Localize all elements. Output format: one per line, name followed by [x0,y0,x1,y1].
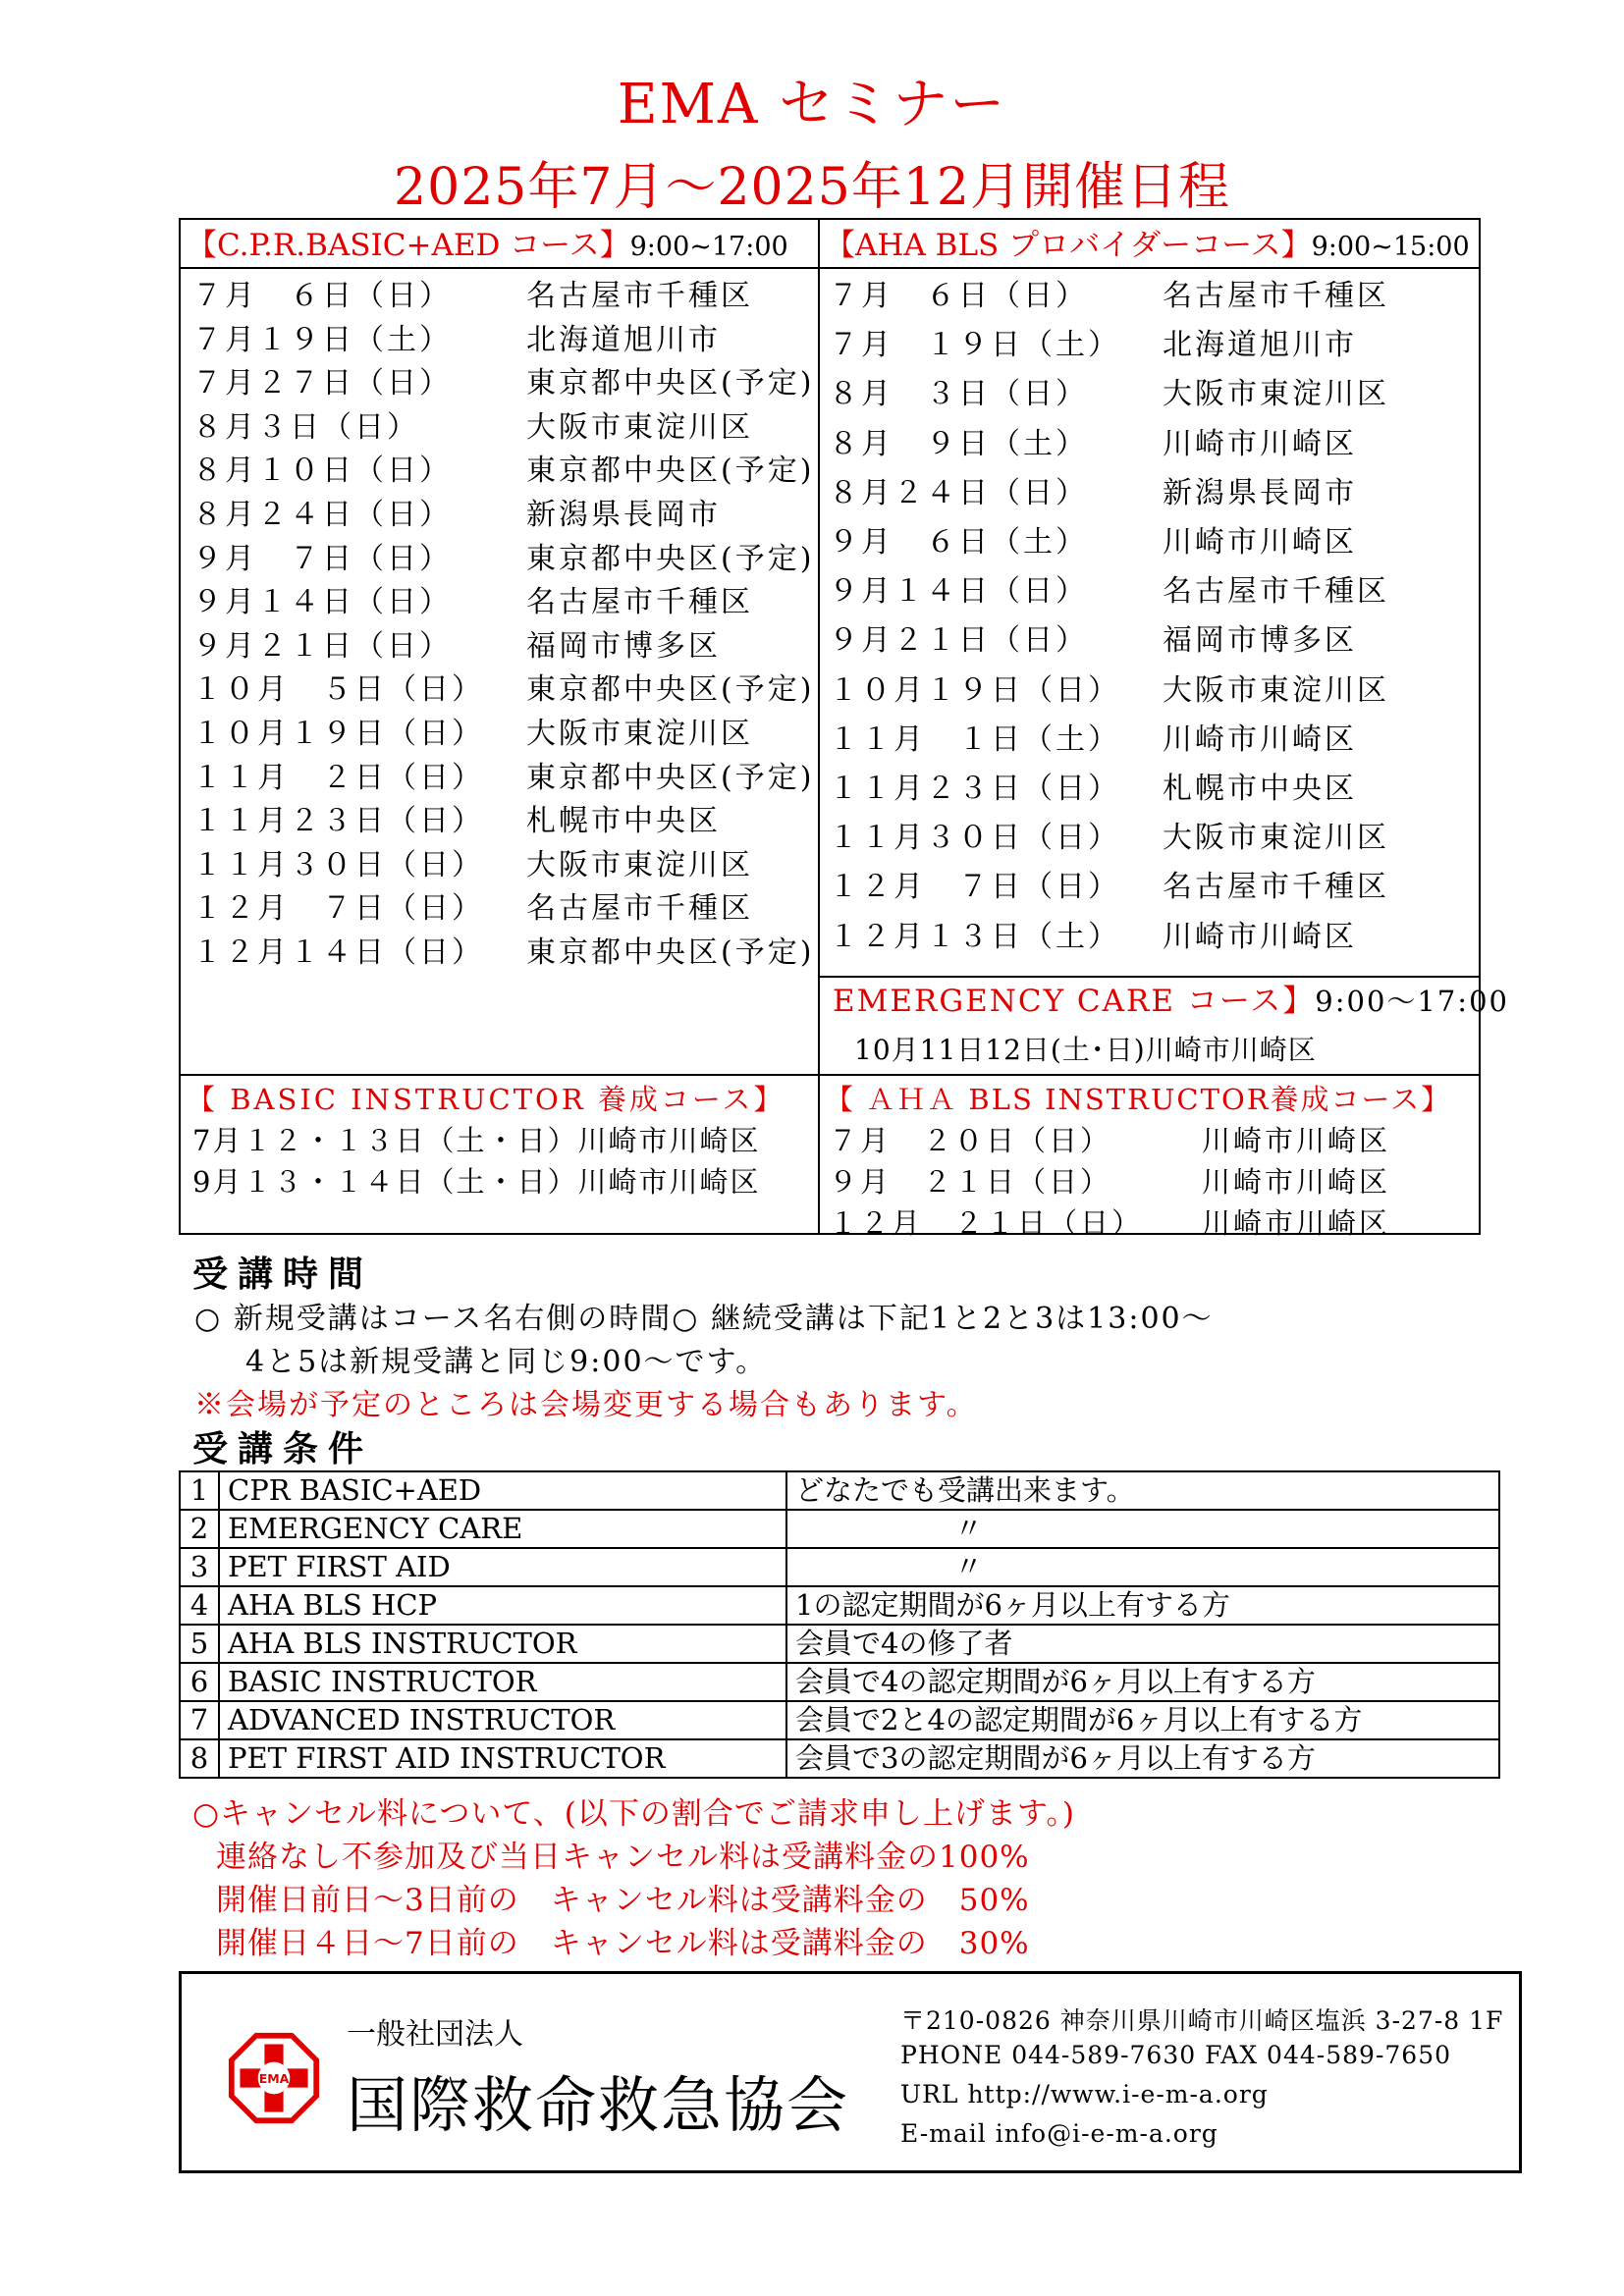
conditions-row [180,1471,1499,1510]
schedule-row [829,918,1357,957]
schedule-date: ７月１９日（土） [192,322,452,357]
emergency-schedule-row: 10月11日12日(土･日)川崎市川崎区 [854,1034,1317,1066]
course-name: AHA BLS HCP [219,1586,786,1625]
course-condition: 〃 [786,1510,1499,1548]
basic-instructor-heading: 【 BASIC INSTRUCTOR 養成コース】 [187,1083,785,1116]
schedule-date: １１月 ２日（日） [192,760,484,795]
schedule-date: ８月２４日（日） [829,475,1088,510]
schedule-row [829,523,1357,562]
basic-instructor-row: 9月１３・１４日（土・日）川崎市川崎区 [192,1165,761,1199]
schedule-place: 札幌市中央区 [526,804,721,839]
schedule-row [192,670,815,710]
course-condition: 会員で3の認定期間が6ヶ月以上有する方 [786,1739,1499,1778]
logo-text: EMA [258,2070,290,2086]
row-number: 7 [180,1701,219,1739]
schedule-date: ７月 １９日（土） [829,328,1120,363]
schedule-place: 川崎市川崎区 [1202,1124,1391,1157]
organization-footer [179,1971,1522,2173]
org-url[interactable]: URL http://www.i-e-m-a.org [900,2080,1269,2109]
schedule-date: ９月１４日（日） [192,585,452,620]
schedule-date: １１月２３日（日） [829,772,1120,806]
schedule-place: 福岡市博多区 [1163,623,1357,659]
row-number: 8 [180,1739,219,1778]
schedule-row [192,759,815,798]
schedule-row [829,375,1389,414]
schedule-date: １０月１９日（日） [829,672,1120,708]
schedule-row [192,321,721,360]
schedule-place: 東京都中央区(予定) [526,454,815,489]
emergency-course-heading [833,982,1509,1021]
conditions-row [180,1739,1499,1778]
schedule-date: ７月２７日（日） [192,366,452,401]
schedule-row [829,868,1389,907]
course-name: ADVANCED INSTRUCTOR [219,1701,786,1739]
conditions-row [180,1625,1499,1663]
jukou-jikan-heading: 受講時間 [192,1255,374,1295]
schedule-place: 札幌市中央区 [1163,772,1357,806]
schedule-date: ８月２４日（日） [192,498,452,532]
schedule-date: ７月 ２０日（日） [829,1124,1112,1157]
schedule-row [192,452,815,491]
schedule-date: １０月 ５日（日） [192,672,484,708]
schedule-place: 東京都中央区(予定) [526,760,815,795]
schedule-date: １１月３０日（日） [829,821,1120,856]
conditions-row [180,1586,1499,1625]
schedule-place: 大阪市東淀川区 [1163,377,1389,412]
org-phone: PHONE 044-589-7630 FAX 044-589-7650 [900,2041,1452,2069]
schedule-date: ９月 ７日（日） [192,541,452,576]
schedule-place: 川崎市川崎区 [1202,1165,1391,1199]
row-number: 4 [180,1586,219,1625]
page-subtitle: 2025年7月～2025年12月開催日程 [394,158,1230,217]
schedule-place: 名古屋市千種区 [1163,279,1389,313]
ema-logo-icon [227,2031,321,2125]
cancel-fee-line: 連絡なし不参加及び当日キャンセル料は受講料金の100% [216,1840,1030,1875]
schedule-row [829,621,1357,661]
schedule-place: 福岡市博多区 [526,628,721,664]
center-divider [818,220,820,1233]
instructor-divider [181,1074,1479,1076]
row-number: 5 [180,1625,219,1663]
jukou-jikan-line: 4と5は新規受講と同じ9:00～です。 [245,1345,768,1379]
schedule-row [829,277,1389,316]
course-condition: 〃 [786,1548,1499,1586]
cancel-fee-line: 開催日４日～7日前の キャンセル料は受講料金の 30% [216,1926,1030,1961]
schedule-place: 川崎市川崎区 [1163,919,1357,954]
schedule-place: 川崎市川崎区 [1163,525,1357,560]
course-name: AHA BLS INSTRUCTOR [219,1625,786,1663]
row-number: 6 [180,1663,219,1701]
conditions-row [180,1510,1499,1548]
schedule-place: 東京都中央区(予定) [526,672,815,708]
row-number: 3 [180,1548,219,1586]
course-name: EMERGENCY CARE [219,1510,786,1548]
cpr-heading-time: 9:00~17:00 [629,232,788,262]
schedule-date: １２月１４日（日） [192,935,484,970]
header-divider [181,267,1479,269]
schedule-row [192,802,721,841]
page-title: EMA セミナー [617,73,1007,136]
conditions-table [179,1470,1500,1779]
schedule-place: 大阪市東淀川区 [526,409,753,445]
course-name: PET FIRST AID INSTRUCTOR [219,1739,786,1778]
basic-instructor-row: 7月１２・１３日（土・日）川崎市川崎区 [192,1124,761,1157]
schedule-date: １１月 １日（土） [829,721,1120,757]
schedule-date: １１月３０日（日） [192,847,484,882]
bls-course-heading [825,226,1470,267]
schedule-date: ９月 ２１日（日） [829,1165,1112,1199]
schedule-row [192,889,753,929]
schedule-row [192,715,753,754]
schedule-row [829,425,1357,464]
schedule-place: 大阪市東淀川区 [1163,821,1389,856]
schedule-row [829,474,1357,513]
schedule-date: １１月２３日（日） [192,804,484,839]
schedule-place: 東京都中央区(予定) [526,541,815,576]
course-condition: どなたでも受講出来ます。 [786,1471,1499,1510]
schedule-place: 川崎市川崎区 [1163,426,1357,461]
schedule-date: １２月１３日（土） [829,919,1120,954]
schedule-place: 大阪市東淀川区 [526,717,753,751]
bls-instructor-heading: 【 ＡＨＡ BLS INSTRUCTOR養成コース】 [825,1083,1452,1116]
schedule-place: 川崎市川崎区 [1202,1206,1391,1240]
emergency-divider [819,976,1479,978]
schedule-row [192,846,753,885]
schedule-date: ８月３日（日） [192,409,419,445]
bls-heading-label: 【AHA BLS プロバイダーコース】 [825,228,1312,263]
course-condition: 会員で4の認定期間が6ヶ月以上有する方 [786,1663,1499,1701]
row-number: 1 [180,1471,219,1510]
schedule-row [192,364,815,403]
bls-instructor-row [829,1162,1391,1201]
schedule-row [192,408,753,448]
schedule-place: 新潟県長岡市 [526,498,721,532]
schedule-place: 東京都中央区(予定) [526,366,815,401]
schedule-row [829,819,1389,858]
schedule-place: 東京都中央区(予定) [526,935,815,970]
emergency-heading-time: 9:00～17:00 [1315,985,1509,1018]
row-number: 2 [180,1510,219,1548]
schedule-place: 新潟県長岡市 [1163,475,1357,510]
bls-heading-time: 9:00~15:00 [1311,232,1470,262]
schedule-place: 北海道旭川市 [526,322,721,357]
jukou-jikan-line: ○ 新規受講はコース名右側の時間○ 継続受講は下記1と2と3は13:00～ [194,1302,1214,1336]
schedule-date: ９月２１日（日） [192,628,452,664]
jukou-jouken-heading: 受講条件 [192,1429,374,1469]
schedule-date: ９月 ６日（土） [829,525,1088,560]
course-name: CPR BASIC+AED [219,1471,786,1510]
schedule-row [192,934,815,973]
cpr-heading-label: 【C.P.R.BASIC+AED コース】 [187,228,630,263]
schedule-row [192,277,753,316]
schedule-date: １２月 ７日（日） [192,891,484,927]
schedule-place: 名古屋市千種区 [1163,870,1389,905]
schedule-date: １０月１９日（日） [192,717,484,751]
schedule-place: 名古屋市千種区 [1163,574,1389,610]
schedule-date: １２月 ２１日（日） [829,1206,1144,1240]
emergency-heading-label: EMERGENCY CARE コース】 [833,984,1316,1019]
course-condition: 会員で4の修了者 [786,1625,1499,1663]
conditions-row [180,1701,1499,1739]
schedule-place: 名古屋市千種区 [526,279,753,313]
cancel-fee-line: 開催日前日～3日前の キャンセル料は受講料金の 50% [216,1883,1030,1918]
schedule-row [829,326,1357,365]
schedule-row [829,770,1357,809]
schedule-place: 大阪市東淀川区 [526,847,753,882]
org-name: 国際救命救急協会 [347,2069,850,2141]
schedule-box [179,218,1509,1240]
venue-change-note: ※会場が予定のところは会場変更する場合もあります。 [194,1388,978,1422]
schedule-row [829,671,1389,711]
schedule-row [829,721,1357,760]
org-type: 一般社団法人 [347,2017,523,2052]
schedule-date: ８月 ３日（日） [829,377,1088,412]
org-email[interactable]: E-mail info@i-e-m-a.org [900,2119,1218,2148]
schedule-place: 名古屋市千種区 [526,891,753,927]
schedule-place: 大阪市東淀川区 [1163,672,1389,708]
schedule-row [192,583,753,622]
cpr-course-heading [187,226,788,267]
schedule-place: 北海道旭川市 [1163,328,1357,363]
bls-instructor-row [829,1121,1391,1160]
schedule-row [192,540,815,579]
schedule-place: 名古屋市千種区 [526,585,753,620]
schedule-place: 川崎市川崎区 [1163,721,1357,757]
course-name: PET FIRST AID [219,1548,786,1586]
schedule-date: ７月 ６日（日） [192,279,452,313]
bls-instructor-row [829,1203,1391,1243]
schedule-date: ８月 ９日（土） [829,426,1088,461]
conditions-row [180,1663,1499,1701]
schedule-date: １２月 ７日（日） [829,870,1120,905]
schedule-row [829,572,1389,612]
schedule-row [192,496,721,535]
conditions-row [180,1548,1499,1586]
schedule-date: ８月１０日（日） [192,454,452,489]
schedule-date: ７月 ６日（日） [829,279,1088,313]
schedule-date: ９月１４日（日） [829,574,1088,610]
org-address: 〒210-0826 神奈川県川崎市川崎区塩浜 3-27-8 1F [900,2006,1504,2035]
course-name: BASIC INSTRUCTOR [219,1663,786,1701]
schedule-row [192,627,721,667]
schedule-date: ９月２１日（日） [829,623,1088,659]
course-condition: 1の認定期間が6ヶ月以上有する方 [786,1586,1499,1625]
cancel-fee-heading: ○キャンセル料について、(以下の割合でご請求申し上げます。) [192,1796,1076,1832]
course-condition: 会員で2と4の認定期間が6ヶ月以上有する方 [786,1701,1499,1739]
